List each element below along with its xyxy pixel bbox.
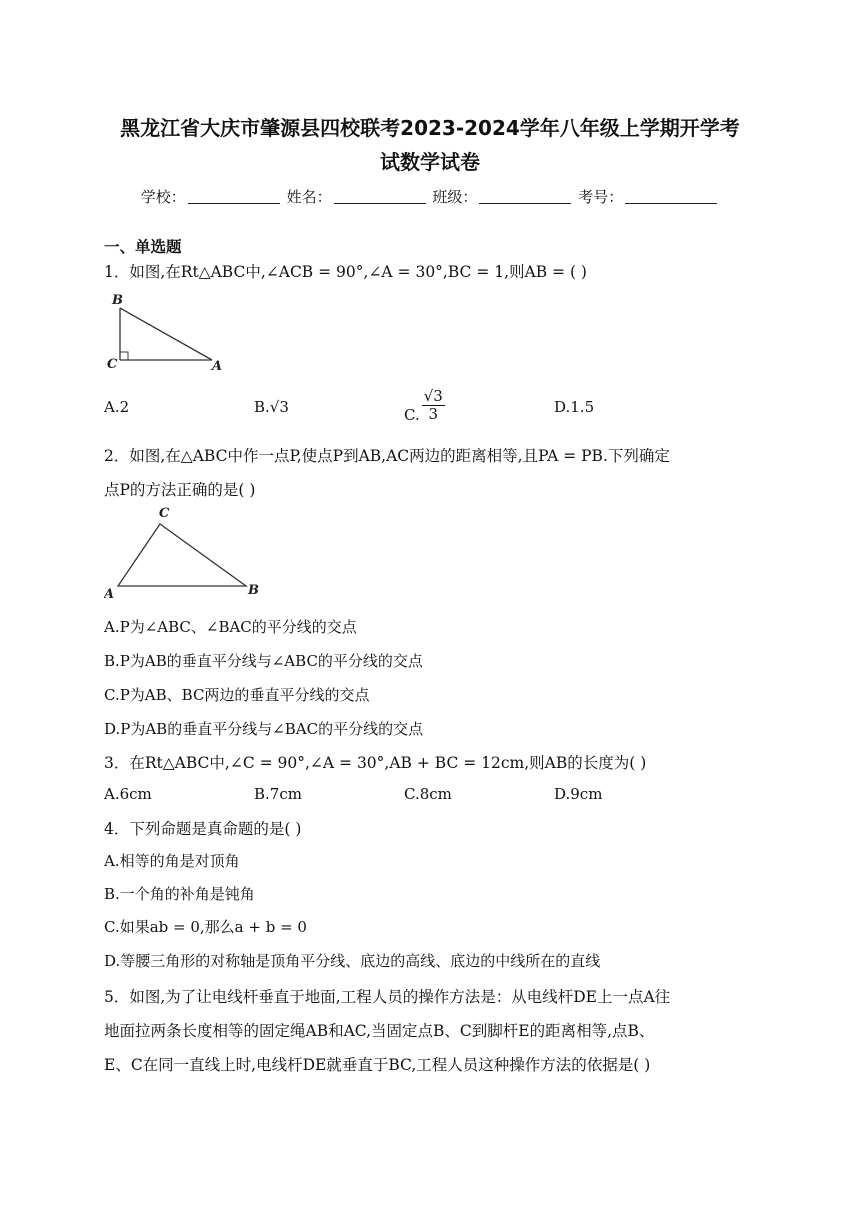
q2-label-b: B [248,583,259,598]
question-1-options [104,387,744,432]
name-label: 姓名： [286,188,332,206]
q2-label-c: C [159,506,170,521]
q4-option-a[interactable]: A.相等的角是对顶角 [104,852,240,870]
q1-option-c-denominator: 3 [428,405,439,423]
class-blank [479,189,571,204]
name-blank [334,189,426,204]
q3-option-d[interactable]: D.9cm [554,785,603,803]
question-2-line-2: 点P的方法正确的是( ) [104,481,256,499]
question-4-text: 4．下列命题是真命题的是( ) [104,820,302,838]
q3-option-b[interactable]: B.7cm [254,785,302,803]
q1-label-a: A [212,359,223,372]
question-3-text: 3．在Rt△ABC中,∠C = 90°,∠A = 30°,AB + BC = 12cm,则AB的长度为( ) [104,754,647,772]
question-1-figure [104,290,234,372]
question-3-options [104,785,744,805]
q1-option-c-numerator: √3 [423,387,443,405]
q2-option-d[interactable]: D.P为AB的垂直平分线与∠BAC的平分线的交点 [104,720,424,738]
page-title-line-2: 试数学试卷 [380,150,480,174]
question-1-text: 1．如图,在Rt△ABC中,∠ACB = 90°,∠A = 30°,BC = 1,则AB = ( ) [104,263,587,281]
q3-option-a[interactable]: A.6cm [104,785,152,803]
q1-option-a[interactable]: A.2 [104,398,130,416]
question-2-line-1: 2．如图,在△ABC中作一点P,使点P到AB,AC两边的距离相等,且PA = PB.下列确定 [104,447,670,465]
q4-option-b[interactable]: B.一个角的补角是钝角 [104,885,255,903]
q1-label-b: B [112,293,123,308]
question-5-line-2: 地面拉两条长度相等的固定绳AB和AC,当固定点B、C到脚杆E的距离相等,点B、 [104,1022,655,1040]
q1-option-d[interactable]: D.1.5 [554,398,595,416]
school-blank [188,189,280,204]
q2-label-a: A [104,587,115,602]
q3-option-c[interactable]: C.8cm [404,785,452,803]
q1-option-c[interactable]: C. $\frac{√3}{3}$ [404,387,443,424]
q4-option-d[interactable]: D.等腰三角形的对称轴是顶角平分线、底边的高线、底边的中线所在的直线 [104,952,601,970]
class-label: 班级： [432,188,478,206]
q1-option-b[interactable]: B.√3 [254,398,289,416]
q2-option-b[interactable]: B.P为AB的垂直平分线与∠ABC的平分线的交点 [104,652,423,670]
page-title-line-1: 黑龙江省大庆市肇源县四校联考2023-2024学年八年级上学期开学考 [120,116,740,140]
question-2-figure [104,502,264,602]
q2-option-c[interactable]: C.P为AB、BC两边的垂直平分线的交点 [104,686,370,704]
q4-option-c[interactable]: C.如果ab = 0,那么a + b = 0 [104,918,307,936]
question-5-line-1: 5．如图,为了让电线杆垂直于地面,工程人员的操作方法是：从电线杆DE上一点A往 [104,988,671,1006]
school-label: 学校： [140,188,186,206]
q2-option-a[interactable]: A.P为∠ABC、∠BAC的平分线的交点 [104,618,357,636]
exam-number-label: 考号： [578,188,624,206]
exam-number-blank [625,189,717,204]
q1-label-c: C [107,357,118,372]
question-5-line-3: E、C在同一直线上时,电线杆DE就垂直于BC,工程人员这种操作方法的依据是( ) [104,1056,651,1074]
section-title: 一、单选题 [104,238,182,256]
student-info-fields [0,186,860,207]
